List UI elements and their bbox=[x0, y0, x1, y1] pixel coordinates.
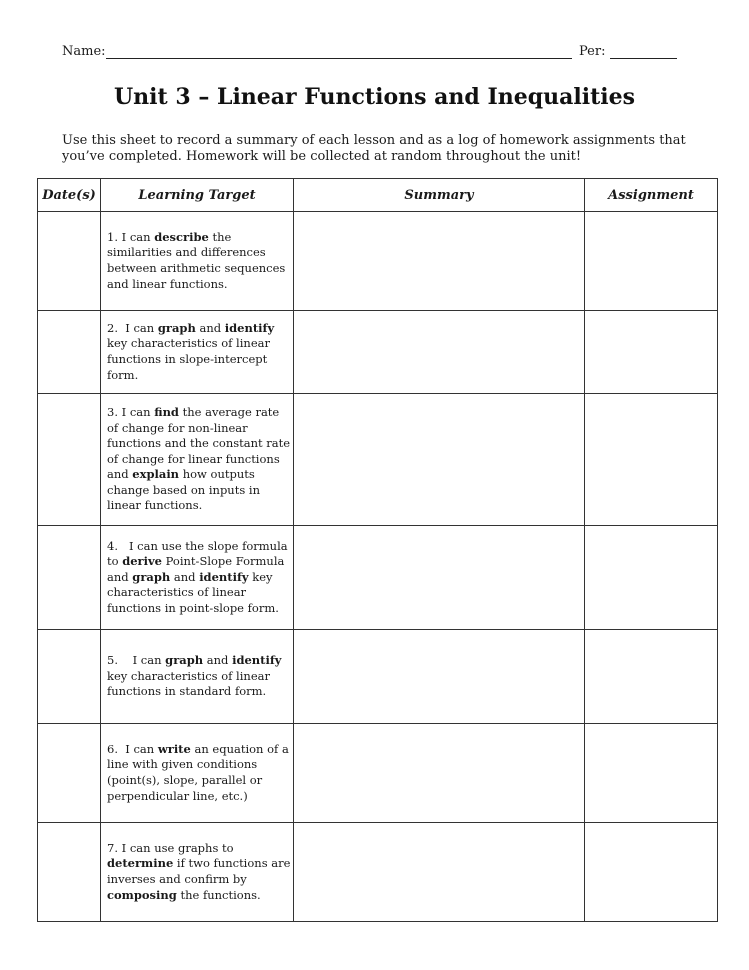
target-keyword: derive bbox=[122, 554, 162, 569]
instructions-line-2: you’ve completed. Homework will be collected at random throughout the unit! bbox=[62, 149, 582, 164]
target-text-segment: I can bbox=[117, 404, 155, 419]
name-blank[interactable] bbox=[106, 58, 572, 59]
target-text-segment: and bbox=[203, 653, 233, 668]
target-keyword: graph bbox=[157, 320, 196, 335]
table-row bbox=[38, 311, 718, 394]
learning-target-text bbox=[107, 230, 289, 291]
target-text-segment: an equation of a line with given conditions (point(s), slope, parallel or perpendicular line, etc.) bbox=[107, 741, 293, 803]
target-text-segment: how outputs change based on inputs in linear functions. bbox=[107, 467, 264, 513]
target-number: 5. bbox=[107, 653, 118, 668]
period-label: Per: bbox=[579, 44, 606, 59]
student-info-line bbox=[62, 44, 678, 62]
learning-target-text bbox=[107, 321, 278, 382]
learning-target-cell bbox=[101, 724, 294, 823]
target-text-segment: and bbox=[170, 569, 200, 584]
target-keyword: identify bbox=[224, 320, 275, 335]
target-text-segment: key characteristics of linear functions in standard form. bbox=[107, 653, 286, 699]
table-row bbox=[38, 526, 718, 630]
summary-column-header: Summary bbox=[294, 179, 585, 212]
instructions bbox=[62, 133, 702, 165]
target-keyword: write bbox=[157, 741, 191, 756]
target-keyword: explain bbox=[132, 467, 180, 482]
target-keyword: identify bbox=[232, 653, 282, 668]
learning-target-cell bbox=[101, 630, 294, 724]
target-number: 4. bbox=[107, 538, 118, 553]
assignment-cell[interactable] bbox=[585, 212, 718, 311]
dates-cell[interactable] bbox=[38, 526, 101, 630]
learning-target-text bbox=[107, 539, 291, 615]
dates-cell[interactable] bbox=[38, 212, 101, 311]
learning-target-text bbox=[107, 742, 292, 803]
summary-cell[interactable] bbox=[294, 212, 585, 311]
target-text-segment: I can use graphs to bbox=[117, 840, 238, 855]
learning-target-cell bbox=[101, 394, 294, 526]
summary-cell[interactable] bbox=[294, 394, 585, 526]
learning-target-cell bbox=[101, 823, 294, 922]
dates-cell[interactable] bbox=[38, 724, 101, 823]
summary-cell[interactable] bbox=[294, 724, 585, 823]
assignment-cell[interactable] bbox=[585, 823, 718, 922]
instructions-line-1: Use this sheet to record a summary of each lesson and as a log of homework assignments that bbox=[62, 133, 686, 148]
target-keyword: find bbox=[154, 404, 179, 419]
target-text-segment: the functions. bbox=[176, 887, 261, 902]
summary-cell[interactable] bbox=[294, 526, 585, 630]
dates-column-header: Date(s) bbox=[38, 179, 101, 212]
learning-target-cell bbox=[101, 311, 294, 394]
page-title: Unit 3 – Linear Functions and Inequalities bbox=[114, 84, 635, 110]
dates-cell[interactable] bbox=[38, 311, 101, 394]
learning-target-cell bbox=[101, 526, 294, 630]
target-text-segment: and bbox=[195, 320, 225, 335]
target-number: 7. bbox=[107, 840, 118, 855]
target-number: 1. bbox=[107, 229, 118, 244]
target-text-segment: the similarities and differences between arithmetic sequences and linear functions. bbox=[107, 229, 289, 291]
assignment-cell[interactable] bbox=[585, 394, 718, 526]
dates-cell[interactable] bbox=[38, 394, 101, 526]
table-row bbox=[38, 630, 718, 724]
table-row bbox=[38, 724, 718, 823]
name-label: Name: bbox=[62, 44, 106, 59]
target-number: 2. bbox=[107, 320, 118, 335]
target-text-segment: I can bbox=[117, 653, 166, 668]
target-keyword: graph bbox=[165, 653, 204, 668]
learning-target-text bbox=[107, 405, 294, 513]
learning-target-text bbox=[107, 841, 294, 902]
learning-target-text bbox=[107, 653, 285, 698]
table-row bbox=[38, 394, 718, 526]
table-row bbox=[38, 823, 718, 922]
target-text-segment: key characteristics of linear functions in point-slope form. bbox=[107, 569, 279, 615]
target-text-segment: if two functions are inverses and confirm by bbox=[107, 856, 295, 886]
target-text-segment: I can use the slope formula to bbox=[107, 538, 292, 569]
target-number: 3. bbox=[107, 404, 118, 419]
target-text-segment: the average rate of change for non-linear functions and the constant rate of change for linear functions and bbox=[107, 404, 294, 482]
target-keyword: describe bbox=[154, 229, 209, 244]
target-keyword: composing bbox=[107, 887, 177, 902]
assignment-cell[interactable] bbox=[585, 526, 718, 630]
target-keyword: determine bbox=[107, 856, 174, 871]
learning-target-cell bbox=[101, 212, 294, 311]
period-blank[interactable] bbox=[610, 58, 677, 59]
target-text-segment: key characteristics of linear functions in slope-intercept form. bbox=[107, 320, 278, 382]
learning-target-column-header: Learning Target bbox=[101, 179, 294, 212]
target-keyword: identify bbox=[199, 569, 249, 584]
assignment-cell[interactable] bbox=[585, 724, 718, 823]
assignment-cell[interactable] bbox=[585, 311, 718, 394]
lesson-log-table bbox=[37, 178, 718, 922]
table-row bbox=[38, 212, 718, 311]
dates-cell[interactable] bbox=[38, 823, 101, 922]
target-text-segment: I can bbox=[117, 741, 158, 756]
target-keyword: graph bbox=[132, 569, 171, 584]
summary-cell[interactable] bbox=[294, 311, 585, 394]
target-number: 6. bbox=[107, 741, 118, 756]
summary-cell[interactable] bbox=[294, 823, 585, 922]
summary-cell[interactable] bbox=[294, 630, 585, 724]
table-header-row bbox=[38, 179, 718, 212]
target-text-segment: I can bbox=[117, 229, 155, 244]
target-text-segment: I can bbox=[117, 320, 158, 335]
target-text-segment: Point-Slope Formula and bbox=[107, 554, 289, 584]
dates-cell[interactable] bbox=[38, 630, 101, 724]
assignment-cell[interactable] bbox=[585, 630, 718, 724]
assignment-column-header: Assignment bbox=[585, 179, 718, 212]
